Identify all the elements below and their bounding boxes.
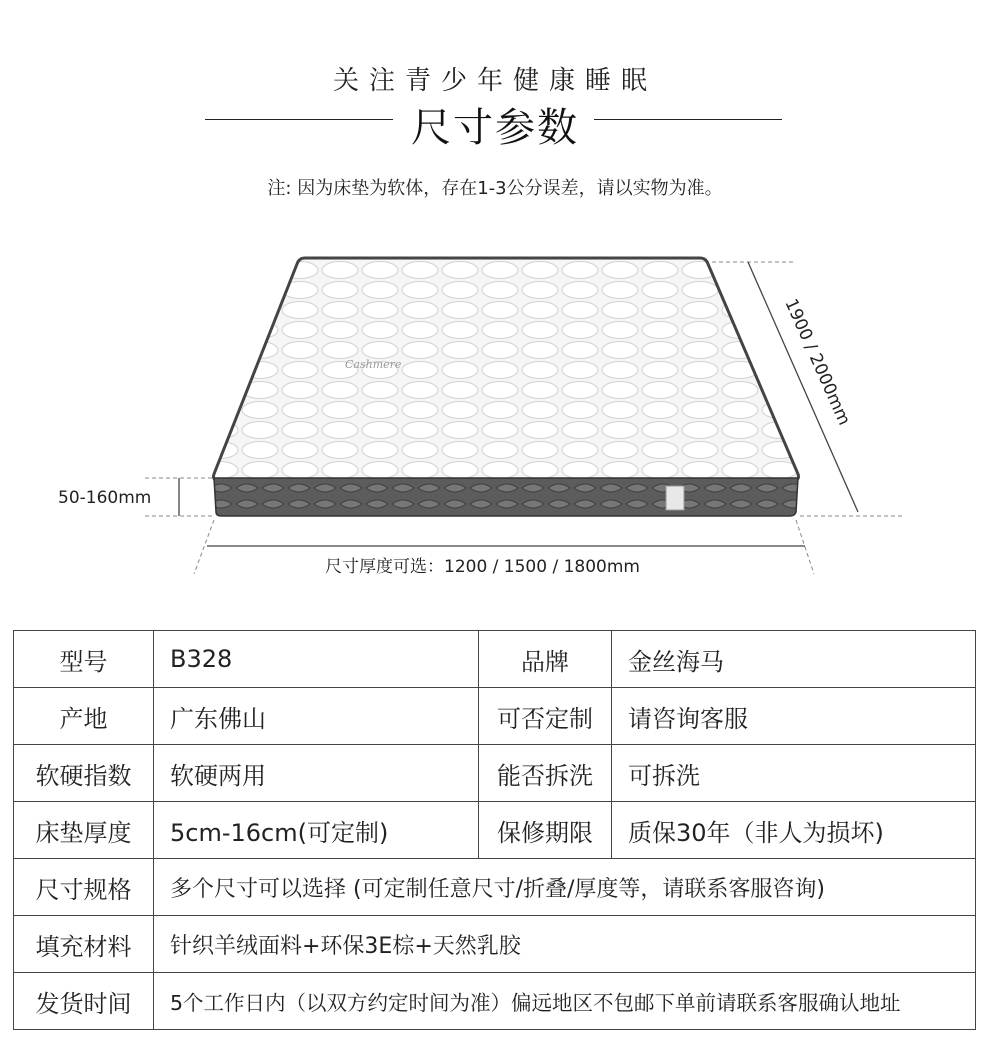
width-label: 尺寸厚度可选：1200 / 1500 / 1800mm [325, 557, 640, 577]
mattress-diagram [0, 240, 990, 585]
tagline: 关注青少年健康睡眠 [332, 66, 657, 96]
firmness-value: 软硬两用 [154, 745, 479, 802]
shipping-value: 5个工作日内（以双方约定时间为准）偏远地区不包邮下单前请联系客服确认地址 [154, 973, 976, 1030]
height-label: 50-160mm [58, 488, 152, 508]
size-label: 尺寸规格 [14, 859, 154, 916]
size-value: 多个尺寸可以选择 (可定制任意尺寸/折叠/厚度等，请联系客服咨询) [154, 859, 976, 916]
custom-value: 请咨询客服 [612, 688, 976, 745]
table-row [14, 859, 976, 916]
filling-value: 针织羊绒面料+环保3E棕+天然乳胶 [154, 916, 976, 973]
thickness-value: 5cm-16cm(可定制) [154, 802, 479, 859]
warranty-value: 质保30年（非人为损坏) [612, 802, 976, 859]
title-divider-right [594, 119, 782, 120]
warranty-label: 保修期限 [479, 802, 612, 859]
table-row [14, 802, 976, 859]
table-row [14, 631, 976, 688]
table-row [14, 745, 976, 802]
model-value: B328 [154, 631, 479, 688]
brand-label: 品牌 [479, 631, 612, 688]
table-row [14, 688, 976, 745]
filling-label: 填充材料 [14, 916, 154, 973]
table-row [14, 973, 976, 1030]
origin-value: 广东佛山 [154, 688, 479, 745]
mattress-side [214, 478, 798, 516]
mattress-tag [666, 486, 684, 510]
thickness-label: 床垫厚度 [14, 802, 154, 859]
firmness-label: 软硬指数 [14, 745, 154, 802]
width-guide-left [194, 520, 214, 574]
shipping-label: 发货时间 [14, 973, 154, 1030]
brand-embroidery: Cashmere [345, 358, 402, 371]
washable-value: 可拆洗 [612, 745, 976, 802]
table-row [14, 916, 976, 973]
page-title: 尺寸参数 [411, 105, 579, 151]
width-guide-right [796, 520, 814, 574]
brand-value: 金丝海马 [612, 631, 976, 688]
spec-table [13, 630, 976, 1030]
custom-label: 可否定制 [479, 688, 612, 745]
length-label: 1900 / 2000mm [780, 295, 855, 429]
washable-label: 能否拆洗 [479, 745, 612, 802]
origin-label: 产地 [14, 688, 154, 745]
model-label: 型号 [14, 631, 154, 688]
title-row [0, 96, 990, 151]
mattress-top [214, 258, 799, 480]
tolerance-note: 注: 因为床垫为软体，存在1-3公分误差，请以实物为准。 [267, 178, 723, 199]
